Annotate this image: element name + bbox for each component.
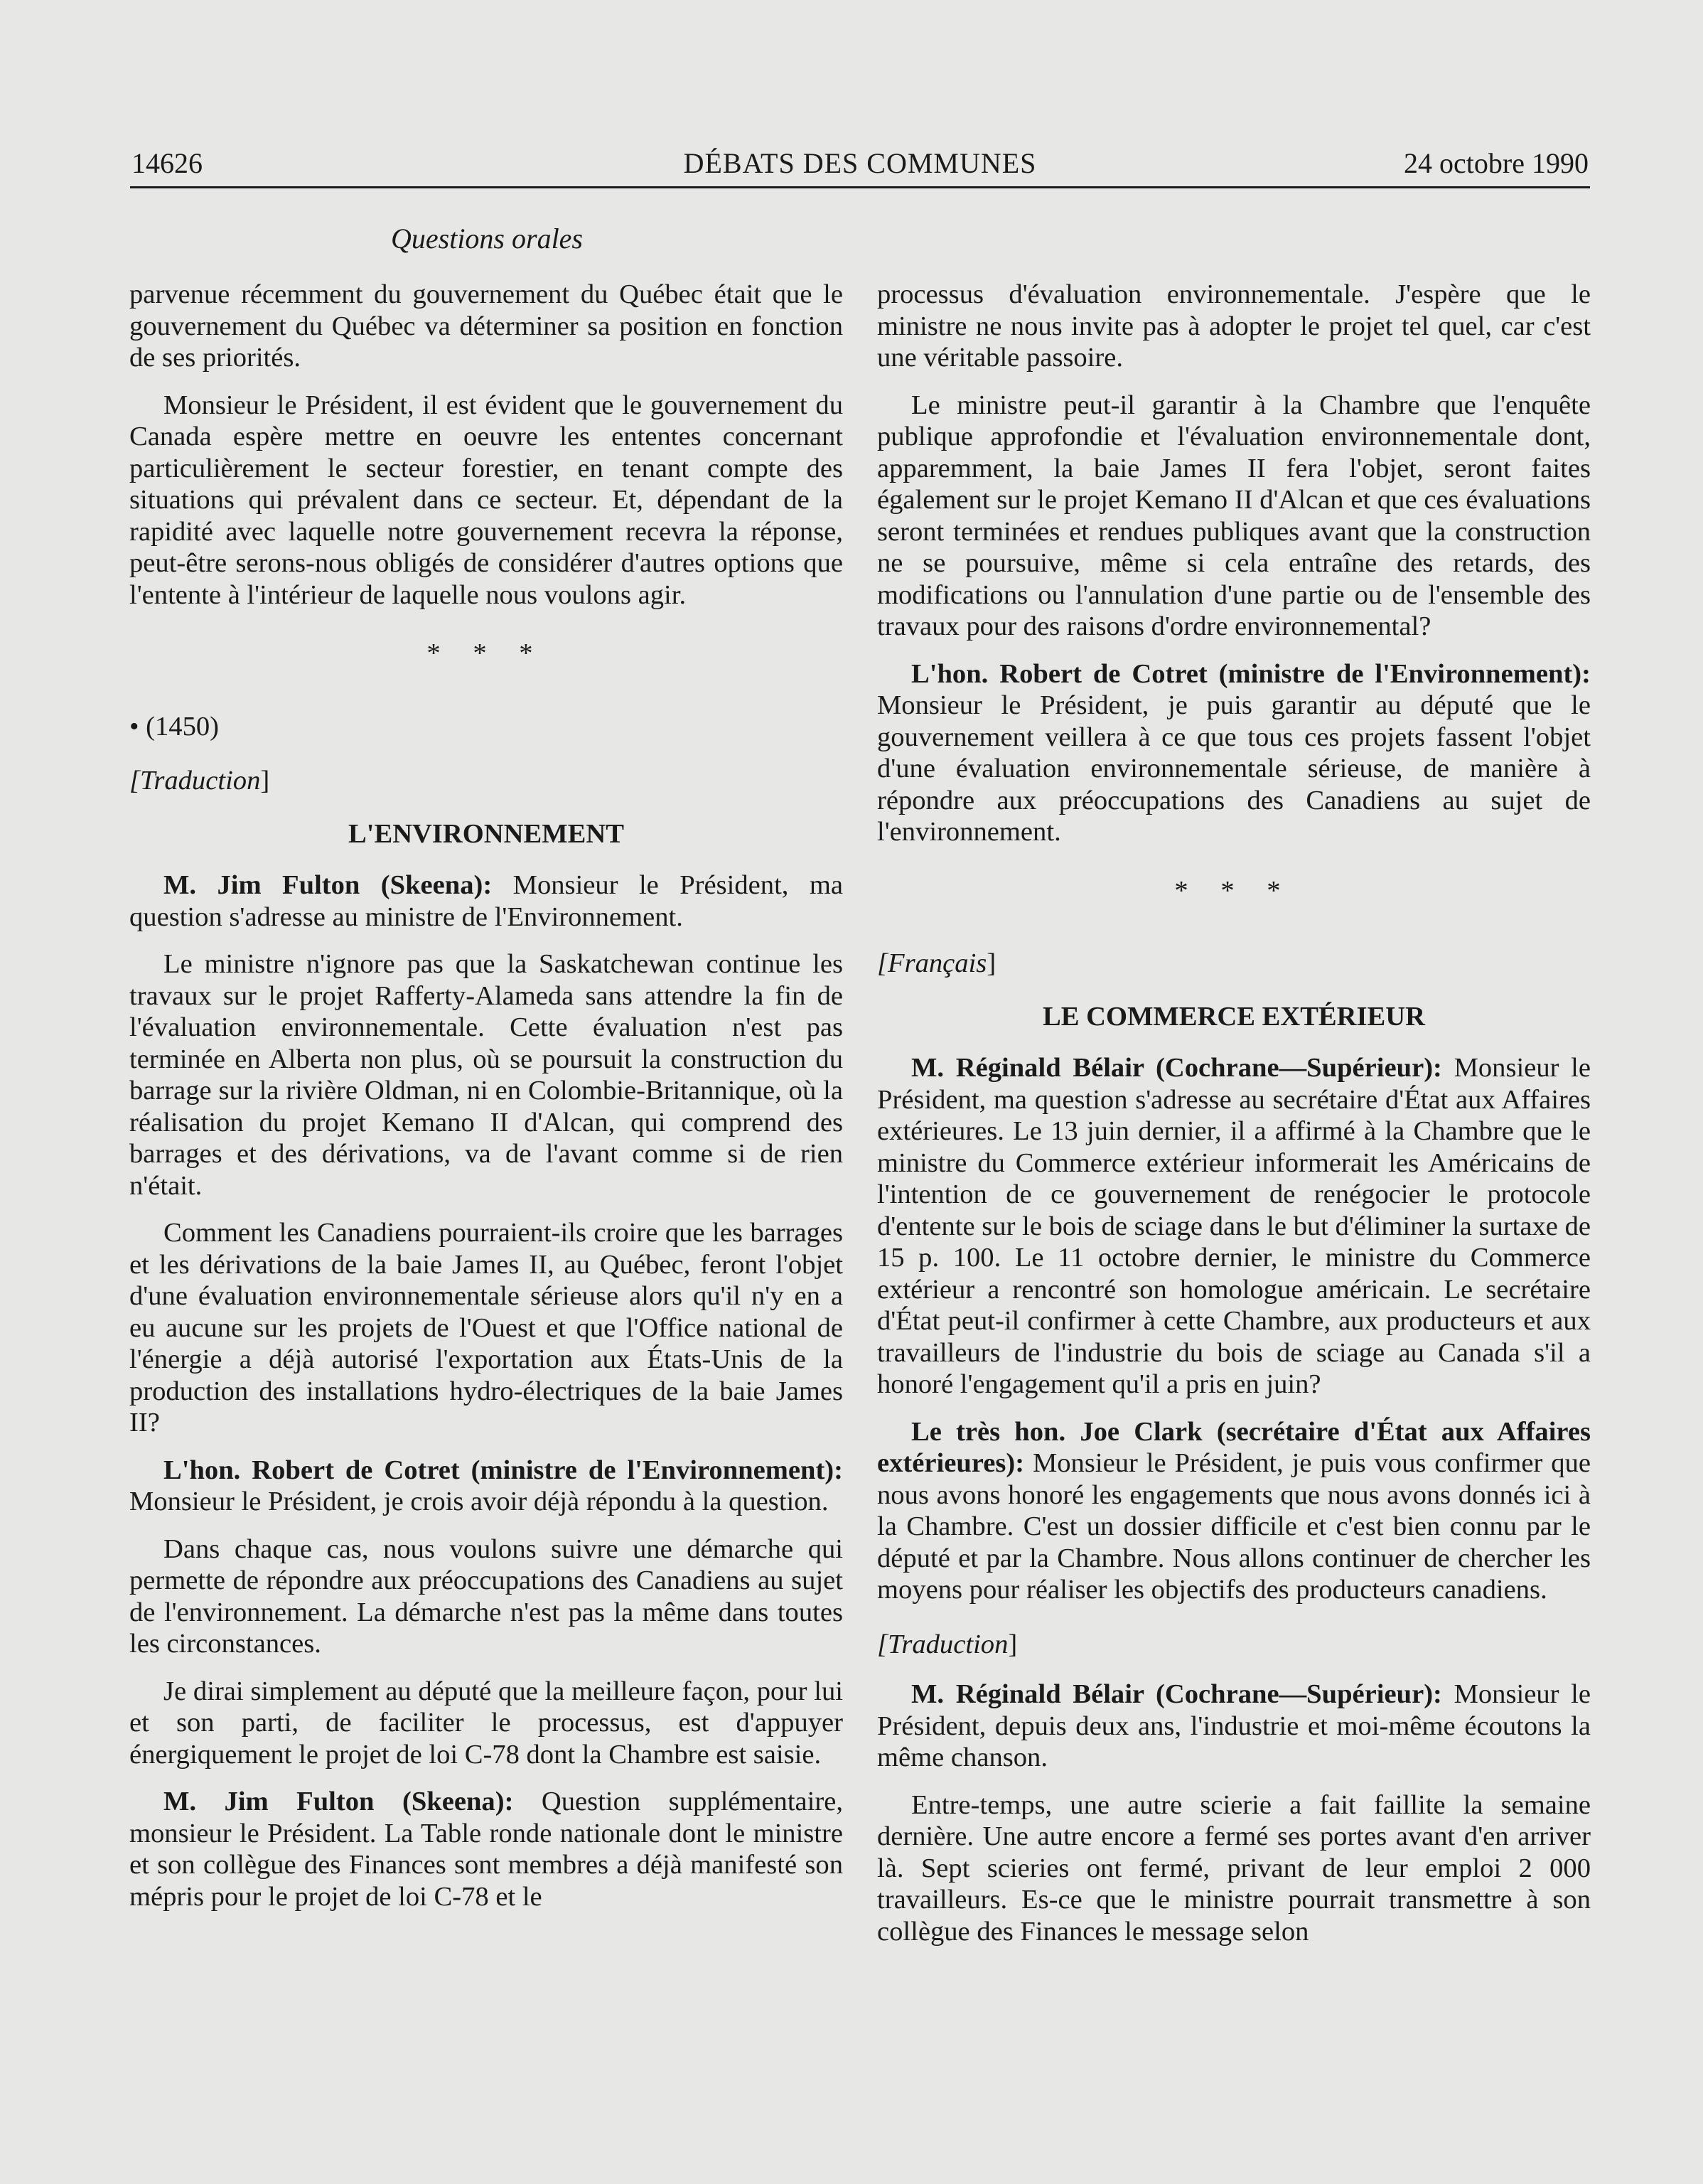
paragraph [877, 1416, 1591, 1606]
speaker: M. Jim Fulton (Skeena): [163, 870, 493, 900]
paragraph: Le ministre n'ignore pas que la Saskatchewan continue les travaux sur le projet Rafferty-Alameda sans attendre la fin de l'évaluation environnementale. Cette évaluation n'est pas terminée en Alberta non plus, où se poursuit la construction du barrage sur la rivière Oldman, ni en Colombie-Britannique, où la réalisation du projet Kemano II d'Alcan, qui comprend des barrages et des dérivations, va de l'avant comme si de rien n'était. [129, 949, 843, 1201]
speaker: M. Jim Fulton (Skeena): [163, 1787, 514, 1816]
paragraph: parvenue récemment du gouvernement du Québec était que le gouvernement du Québec va déterminer sa position en fonction de ses priorités. [129, 279, 843, 373]
speaker: L'hon. Robert de Cotret (ministre de l'Environnement): [163, 1455, 843, 1485]
section-separator: * * * [1174, 875, 1294, 906]
paragraph [877, 1679, 1591, 1774]
publication-date: 24 octobre 1990 [1404, 147, 1589, 179]
paragraph: Entre-temps, une autre scierie a fait faillite la semaine dernière. Une autre encore a fermé ses portes avant d'en arriver là. Sept scieries ont fermé, privant de leur emploi 2 000 travailleurs. Es-ce que le ministre pourrait transmettre à son collègue des Finances le message selon [877, 1789, 1591, 1947]
paragraph [129, 1455, 843, 1518]
header-rule [130, 186, 1590, 188]
section-separator: * * * [426, 638, 546, 668]
page-number: 14626 [131, 147, 203, 179]
speech: Monsieur le Président, ma question s'adresse au secrétaire d'État aux Affaires extérieures. Le 13 juin dernier, il a affirmé à la Chambre que le ministre du Commerce extérieur informerait les Américains de l'intention de ce gouvernement de renégocier le protocole d'entente sur le bois de sciage dans le but d'éliminer la surtaxe de 15 p. 100. Le 11 octobre dernier, le ministre du Commerce extérieur a rencontré son homologue américain. Le secrétaire d'État peut-il confirmer à cette Chambre, aux producteurs et aux travailleurs de l'industrie du bois de sciage au Canada s'il a honoré l'engagement qu'il a pris en juin? [877, 1053, 1591, 1399]
right-column [877, 279, 1591, 1963]
speech: Monsieur le Président, je puis garantir au député que le gouvernement veillera à ce que tous ces projets fassent l'objet d'une évaluation environnementale sérieuse, de manière à répondre aux préoccupations des Canadiens au sujet de l'environnement. [877, 690, 1591, 847]
speaker: M. Réginald Bélair (Cochrane—Supérieur): [911, 1053, 1442, 1083]
paragraph: Dans chaque cas, nous voulons suivre une démarche qui permette de répondre aux préoccupations des Canadiens au sujet de l'environnement. La démarche n'est pas la même dans toutes les circonstances. [129, 1533, 843, 1659]
page-header [131, 146, 1589, 186]
paragraph [877, 658, 1591, 848]
paragraph: Monsieur le Président, il est évident que le gouvernement du Canada espère mettre en oeuvre les ententes concernant particulièrement le secteur forestier, en tenant compte des situations qui prévalent dans ce secteur. Et, dépendant de la rapidité avec laquelle notre gouvernement recevra la réponse, peut-être serons-nous obligés de considérer d'autres options que l'entente à l'intérieur de laquelle nous voulons agir. [129, 390, 843, 610]
paragraph: Je dirai simplement au député que la meilleure façon, pour lui et son parti, de faciliter le processus, est d'appuyer énergiquement le projet de loi C-78 dont la Chambre est saisie. [129, 1676, 843, 1770]
paragraph [129, 869, 843, 933]
time-marker: • (1450) [129, 711, 220, 742]
language-tag: [Français] [877, 948, 996, 978]
paragraph [877, 1052, 1591, 1401]
language-tag-text: Français [888, 948, 987, 978]
speaker: Le très hon. Joe Clark (secrétaire d'État aux Affaires extérieures): [877, 1416, 1591, 1478]
publication-title: DÉBATS DES COMMUNES [683, 147, 1037, 179]
speech: Monsieur le Président, ma question s'adresse au ministre de l'Environnement. [129, 870, 844, 932]
left-column [129, 279, 843, 1928]
paragraph: Comment les Canadiens pourraient-ils croire que les barrages et les dérivations de la baie James II, au Québec, feront l'objet d'une évaluation environnementale sérieuse alors qu'il n'y en a eu aucune sur les projets de l'Ouest et que l'Office national de l'énergie a déjà autorisé l'exportation aux États-Unis de la production des installations hydro-électriques de la baie James II? [129, 1218, 843, 1438]
paragraph: Le ministre peut-il garantir à la Chambre que l'enquête publique approfondie et l'évaluation environnementale dont, apparemment, la baie James II fera l'objet, seront faites également sur le projet Kemano II d'Alcan et que ces évaluations seront terminées et rendues publiques avant que la construction ne se poursuive, même si cela entraîne des retards, des modifications ou l'annulation d'une partie ou de l'ensemble des travaux pour des raisons d'ordre environnemental? [877, 390, 1591, 641]
language-tag: [Traduction] [129, 766, 270, 796]
speech: Monsieur le Président, je puis vous confirmer que nous avons honoré les engagements que nous avons donnés ici à la Chambre. C'est un dossier difficile et c'est bien connu par le député et par la Chambre. Nous allons continuer de chercher les moyens pour réaliser les objectifs des producteurs canadiens. [877, 1448, 1591, 1605]
speech: Monsieur le Président, depuis deux ans, l'industrie et moi-même écoutons la même chanson. [877, 1679, 1591, 1772]
language-tag: [Traduction] [877, 1629, 1018, 1659]
section-heading: LE COMMERCE EXTÉRIEUR [1042, 1001, 1425, 1032]
language-tag-text: Traduction [888, 1629, 1009, 1659]
paragraph: processus d'évaluation environnementale. J'espère que le ministre ne nous invite pas à adopter le projet tel quel, car c'est une véritable passoire. [877, 279, 1591, 373]
speech: Monsieur le Président, je crois avoir déjà répondu à la question. [129, 1487, 829, 1516]
speaker: M. Réginald Bélair (Cochrane—Supérieur): [911, 1679, 1442, 1709]
speech: Question supplémentaire, monsieur le Président. La Table ronde nationale dont le ministre et son collègue des Finances sont membres a déjà manifesté son mépris pour le projet de loi C-78 et le [129, 1787, 843, 1912]
speaker: L'hon. Robert de Cotret (ministre de l'Environnement): [911, 658, 1591, 689]
running-head: Questions orales [391, 223, 583, 255]
section-heading: L'ENVIRONNEMENT [348, 818, 624, 849]
language-tag-text: Traduction [140, 766, 261, 796]
paragraph [129, 1786, 843, 1912]
